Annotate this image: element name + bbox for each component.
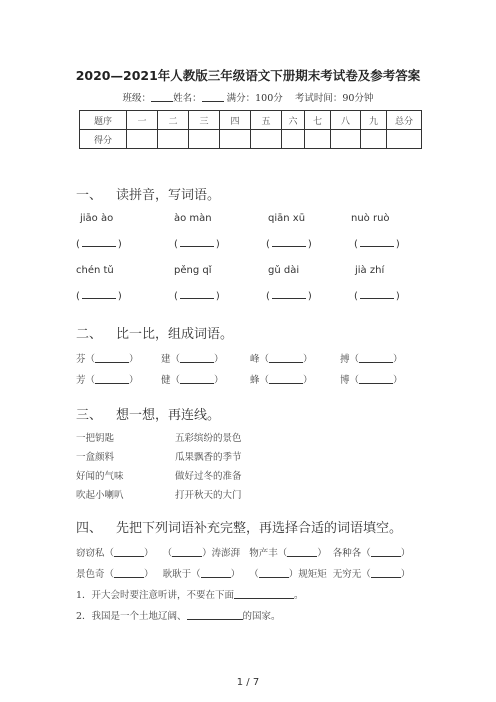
- compare-item: 芳（ ）: [76, 375, 139, 386]
- class-label: 班级：: [122, 93, 152, 104]
- score-header-cell: 五: [251, 111, 282, 130]
- score-header-cell: 一: [127, 111, 158, 130]
- pinyin: gǔ dài: [268, 265, 300, 276]
- score-cell[interactable]: [158, 130, 189, 149]
- idiom-row-2: [76, 566, 410, 580]
- idiom-blank[interactable]: [371, 548, 401, 557]
- pinyin: ào màn: [174, 213, 212, 224]
- question-1: [76, 587, 304, 601]
- pinyin: jiāo ào: [80, 213, 114, 224]
- question-blank[interactable]: [234, 590, 294, 599]
- answer-blank[interactable]: ( ): [174, 291, 220, 302]
- section-number: 三、: [76, 408, 103, 423]
- section-number: 四、: [76, 521, 103, 536]
- name-blank[interactable]: [202, 92, 224, 102]
- score-row-label: 得分: [80, 130, 127, 149]
- page-number: 1 / 7: [236, 677, 260, 688]
- score-header-cell: 二: [158, 111, 189, 130]
- compare-char: 建: [161, 354, 171, 365]
- compare-char: 峰: [250, 354, 260, 365]
- section-title: 先把下列词语补充完整，再选择合适的词语填空。: [116, 521, 403, 536]
- match-left-item[interactable]: 吹起小喇叭: [76, 490, 124, 501]
- idiom-blank[interactable]: [371, 569, 401, 578]
- match-right-item[interactable]: 打开秋天的大门: [175, 490, 242, 501]
- compare-item: 博（ ）: [340, 375, 403, 386]
- score-cell[interactable]: [189, 130, 220, 149]
- score-cell[interactable]: [127, 130, 158, 149]
- match-left-item[interactable]: 一盒颜料: [76, 452, 115, 463]
- pinyin: chén tǔ: [76, 265, 114, 276]
- idiom-blank[interactable]: [259, 569, 289, 578]
- name-label: 姓名：: [173, 93, 202, 104]
- score-header-cell: 七: [305, 111, 331, 130]
- section-number: 一、: [76, 188, 103, 203]
- idiom-text: ）规矩矩: [288, 569, 327, 580]
- match-right-item[interactable]: 瓜果飘香的季节: [175, 452, 242, 463]
- match-right-item[interactable]: 五彩缤纷的景色: [175, 433, 242, 444]
- idiom-text: ）: [400, 569, 411, 580]
- score-header-cell: 九: [361, 111, 387, 130]
- score-table-header-row: [80, 111, 422, 130]
- score-cell[interactable]: [305, 130, 331, 149]
- question-text: 的国家。: [242, 611, 281, 622]
- compare-char: 搏: [340, 354, 350, 365]
- section-title: 读拼音，写词语。: [116, 188, 221, 203]
- section1-heading: [76, 184, 220, 203]
- idiom-text: ）涛澎湃: [202, 548, 241, 559]
- idiom-text: 各种各（: [332, 548, 371, 559]
- time-label: 考试时间：90分钟: [294, 93, 374, 104]
- match-right-item[interactable]: 做好过冬的准备: [175, 471, 242, 482]
- compare-blank[interactable]: [269, 375, 303, 384]
- question-blank[interactable]: [187, 611, 243, 620]
- pinyin: qiān xū: [268, 213, 306, 224]
- compare-char: 蜂: [250, 375, 260, 386]
- score-table: [79, 110, 422, 149]
- idiom-blank[interactable]: [201, 569, 231, 578]
- idiom-text: 窃窃私（: [76, 548, 115, 559]
- answer-blank[interactable]: ( ): [76, 239, 122, 250]
- idiom-blank[interactable]: [114, 548, 144, 557]
- answer-blank[interactable]: ( ): [354, 291, 400, 302]
- section4-heading: [76, 517, 402, 536]
- compare-item: 峰（ ）: [250, 354, 313, 365]
- answer-blank[interactable]: ( ): [354, 239, 400, 250]
- idiom-text: （: [249, 569, 259, 580]
- score-header-cell: 总分: [387, 111, 422, 130]
- score-header-cell: 三: [189, 111, 220, 130]
- section-number: 二、: [76, 327, 103, 342]
- score-header-cell: 四: [220, 111, 251, 130]
- compare-blank[interactable]: [180, 375, 214, 384]
- score-cell[interactable]: [387, 130, 422, 149]
- answer-blank[interactable]: ( ): [174, 239, 220, 250]
- section3-heading: [76, 404, 220, 423]
- idiom-text: ）: [230, 569, 241, 580]
- idiom-text: 无穷无（: [332, 569, 371, 580]
- score-cell[interactable]: [361, 130, 387, 149]
- pinyin: jià zhí: [355, 265, 385, 276]
- answer-blank[interactable]: ( ): [266, 239, 312, 250]
- idiom-text: 耿耿于（: [162, 569, 201, 580]
- compare-char: 芬: [76, 354, 86, 365]
- score-header-cell: 八: [331, 111, 361, 130]
- question-text: 1．开大会时要注意听讲，不要在下面: [76, 590, 235, 601]
- compare-blank[interactable]: [269, 354, 303, 363]
- idiom-text: ）: [144, 548, 154, 559]
- compare-blank[interactable]: [359, 375, 393, 384]
- compare-char: 芳: [76, 375, 86, 386]
- idiom-text: ）: [400, 548, 411, 559]
- page-title: 2020—2021年人教版三年级语文下册期末考试卷及参考答案: [75, 68, 421, 83]
- idiom-text: ）: [144, 569, 154, 580]
- question-text: 。: [294, 590, 304, 601]
- section-title: 想一想，再连线。: [116, 408, 221, 423]
- compare-item: 芬（ ）: [76, 354, 139, 365]
- compare-blank[interactable]: [95, 375, 129, 384]
- idiom-blank[interactable]: [287, 548, 317, 557]
- score-label: 满分：100分: [226, 93, 283, 104]
- compare-item: 健（ ）: [161, 375, 224, 386]
- idiom-text: 物产丰（: [249, 548, 288, 559]
- compare-char: 健: [161, 375, 171, 386]
- answer-blank[interactable]: ( ): [266, 291, 312, 302]
- score-cell[interactable]: [331, 130, 361, 149]
- score-cell[interactable]: [220, 130, 251, 149]
- class-blank[interactable]: [151, 92, 173, 102]
- compare-item: 建（ ）: [161, 354, 224, 365]
- idiom-row-1: [76, 545, 410, 559]
- idiom-text: ）: [317, 548, 327, 559]
- score-cell[interactable]: [282, 130, 305, 149]
- score-cell[interactable]: [251, 130, 282, 149]
- exam-info: [0, 90, 496, 104]
- question-text: 2．我国是一个土地辽阔、: [76, 611, 187, 622]
- score-header-cell: 六: [282, 111, 305, 130]
- section2-heading: [76, 323, 233, 342]
- score-header-cell: 题序: [80, 111, 127, 130]
- idiom-text: （: [162, 548, 173, 559]
- compare-blank[interactable]: [95, 354, 129, 363]
- compare-item: 蜂（ ）: [250, 375, 313, 386]
- compare-blank[interactable]: [359, 354, 393, 363]
- match-left-item[interactable]: 一把钥匙: [76, 433, 115, 444]
- idiom-text: 景色奇（: [76, 569, 115, 580]
- question-2: [76, 608, 281, 622]
- answer-blank[interactable]: ( ): [76, 291, 122, 302]
- compare-item: 搏（ ）: [340, 354, 403, 365]
- compare-blank[interactable]: [180, 354, 214, 363]
- score-table-score-row: [80, 130, 422, 149]
- pinyin: nuò ruò: [351, 213, 390, 224]
- idiom-blank[interactable]: [172, 548, 202, 557]
- idiom-blank[interactable]: [114, 569, 144, 578]
- pinyin: pěng qǐ: [174, 265, 212, 276]
- compare-char: 博: [340, 375, 350, 386]
- section-title: 比一比，组成词语。: [116, 327, 234, 342]
- match-left-item[interactable]: 好闻的气味: [76, 471, 124, 482]
